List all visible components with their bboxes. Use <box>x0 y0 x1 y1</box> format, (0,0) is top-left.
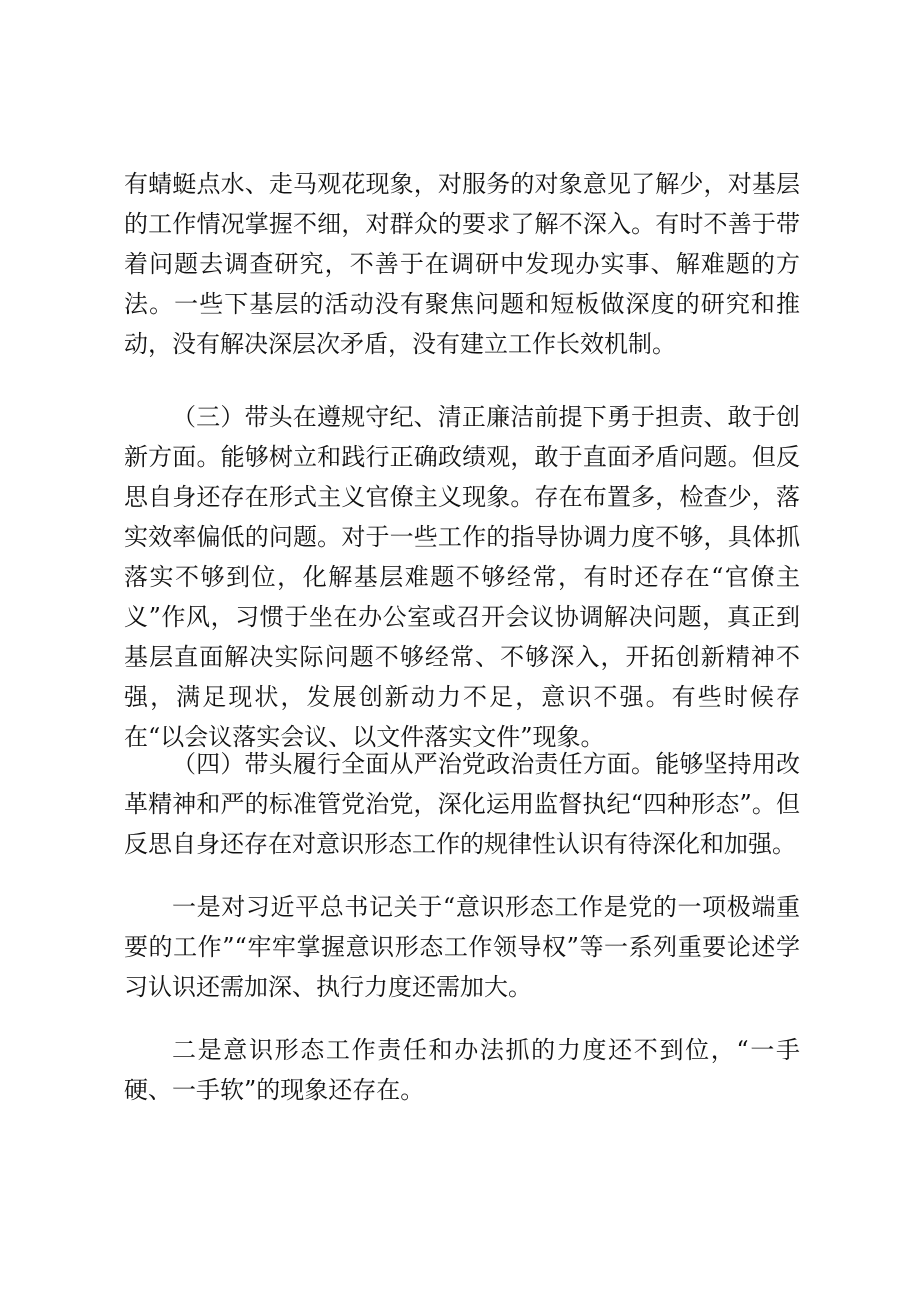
paragraph-point-two: 二是意识形态工作责任和办法抓的力度还不到位，“一手硬、一手软”的现象还存在。 <box>124 1036 800 1104</box>
paragraph-point-one: 一是对习近平总书记关于“意识形态工作是党的一项极端重要的工作”“牢牢掌握意识形态工作领导权”等一系列重要论述学习认识还需加深、执行力度还需加大。 <box>124 893 800 1001</box>
paragraph-section-four: （四）带头履行全面从严治党政治责任方面。能够坚持用改革精神和严的标准管党治党，深化运用监督执纪“四种形态”。但反思自身还存在对意识形态工作的规律性认识有待深化和加强。 <box>124 750 800 858</box>
paragraph-continuation: 有蜻蜓点水、走马观花现象，对服务的对象意见了解少，对基层的工作情况掌握不细，对群众的要求了解不深入。有时不善于带着问题去调查研究，不善于在调研中发现办实事、解难题的方法。一些下基层的活动没有聚焦问题和短板做深度的研究和推动，没有解决深层次矛盾，没有建立工作长效机制。 <box>124 170 800 358</box>
paragraph-section-three: （三）带头在遵规守纪、清正廉洁前提下勇于担责、敢于创新方面。能够树立和践行正确政绩观，敢于直面矛盾问题。但反思自身还存在形式主义官僚主义现象。存在布置多，检查少，落实效率偏低的问题。对于一些工作的指导协调力度不够，具体抓落实不够到位，化解基层难题不够经常，有时还存在“官僚主义”作风，习惯于坐在办公室或召开会议协调解决问题，真正到基层直面解决实际问题不够经常、不够深入，开拓创新精神不强，满足现状，发展创新动力不足，意识不强。有些时候存在“以会议落实会议、以文件落实文件”现象。 <box>124 403 800 751</box>
